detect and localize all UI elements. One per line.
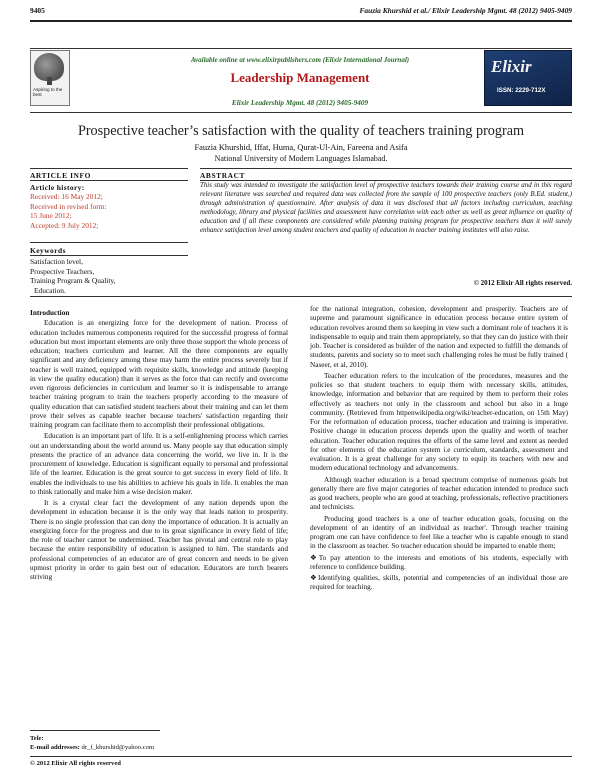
issn-label: ISSN: 2229-712X <box>497 87 546 94</box>
body-paragraph: Producing good teachers is a one of teacher education goals, focusing on the development of an identity of an individual as teacher'. Through teacher training program one can have confidence to feel like a teacher who is capable enough to stand in the classroom as teacher. So teacher education should be imparted to enable them; <box>310 514 568 551</box>
header-citation: Fauzia Khurshid et al./ Elixir Leadership Mgmt. 48 (2012) 9405-9409 <box>359 6 572 15</box>
article-affiliation: National University of Modern Languages Islamabad. <box>214 154 388 163</box>
abstract-rule-top <box>200 168 572 169</box>
history-line: Received in revised form: <box>30 201 107 211</box>
email-line <box>30 744 154 751</box>
footer-copyright: © 2012 Elixir All rights reserved <box>30 760 121 767</box>
article-info-heading: ARTICLE INFO <box>30 171 91 180</box>
body-paragraph: Education is an energizing force for the development of nation. Process of education includes numerous components required for the successful progress of formal education but most important elements are only three those support the whole process of education; teachers curriculum and learner. All the three components are equally significant and any deficiency among these may harm the entire process severely but if teacher is well trained, equipped with requisite skills, knowledge and attitude (keeping in view the quality education) than it serves as the force that can rectify and overcome even rigorous deficiencies in curriculum and learner so it is indispensable to arrange teacher training program to train the teachers properly according to the measure of quality education that can satisfied student teachers about their training and can let them prove their selves as capable teacher because teachers' satisfaction regarding their training program can facilitate them to accomplish their professional obligations. <box>30 319 288 429</box>
introduction-heading: Introduction <box>30 309 70 317</box>
body-paragraph: Education is an important part of life. It is a self-enlightening process which carries out an understanding about the world around us. Many people say that education simply presents the practice of an advance data concerning the world, we live in. It is the procurement of knowledge. Education is significant equally to personal and professional life of the learner. Education is the great source to get success in every field of life. It enables the individuals to use his abilities to achieve his goals in life. It enables the man to think rationally and make him a wise decision maker. <box>30 432 288 496</box>
keyword-item: Training Program & Quality, <box>30 276 116 286</box>
available-online-line[interactable]: Available online at www.elixirpublishers.com (Elixir International Journal) <box>190 56 410 64</box>
elixir-brand-text: Elixir <box>491 57 532 76</box>
article-authors: Fauzia Khurshid, Iffat, Huma, Qurat-Ul-Ain, Fareena and Asifa <box>194 143 408 152</box>
email-address[interactable]: dr_f_khurshid@yahoo.com <box>81 744 155 751</box>
article-title: Prospective teacher’s satisfaction with the quality of teachers training program <box>77 123 525 139</box>
abstract-text: This study was intended to investigate the satisfaction level of prospective teachers towards their training course and in this regard relevant literature was searched and required data was collected from the sample of 100 prospective teachers (only B.Ed. student,) through administration of questionnaire. After analysis of data it was disclosed that all factors including curriculum, teaching methodology, library and physical facilities and assessment have correlation with each other as well as great influence on quality of education and if all these components are considered while planning training program for prospective teachers than it will surely enhance satisfaction level among student teachers and quality of education in teacher training institutes will also raise. <box>200 182 572 234</box>
logo-left-text: Aspiring to the best <box>33 87 63 97</box>
abstract-rule <box>200 180 572 181</box>
body-paragraph: for the national integration, cohesion, development and prosperity. Teachers are of supreme and paramount significance in education process because entire system of education revolves around them so keeping in view such a dominant role of teachers it is indispensable to equip and train them appropriately, so that they can do justice with their job. Teacher is considered as builder of the nation and expected to fulfill the demands of students, parents and society so to meet such challenging roles he must be fully trained ( Naseer, et al, 2010). <box>310 305 568 369</box>
body-paragraph: Teacher education refers to the inculcation of the procedures, measures and the policies so that student teachers to equip them with necessary skills, attitudes, knowledge, information and behavior that are required by them to perform their roles effectively as teachers not only in the classroom and school but also in a huge community. (Retrieved from httpenwikipedia.org/wiki/teacher-education, on 15th May) For the reformation of education process, teacher education and training is imperative. Positive change in education process depends upon the quality and worth of teacher education. Teacher education requires the efforts of the same level and extent as needed for other elements of the education system i.e curriculum, standards, assessment and evaluation. It is a great challenge for any society to equip its teachers with new and modern educational technology and advancements. <box>310 371 568 473</box>
journal-name: Leadership Management <box>230 70 370 85</box>
body-paragraph: Although teacher education is a broad spectrum comprise of numerous goals but generally there are five major categories of teacher education intended to produce such as good teachers, people who are good at teaching, professionals, reflective practitioners and technicists. <box>310 475 568 512</box>
masthead-rule-top <box>30 48 572 49</box>
publisher-logo-left <box>30 50 70 106</box>
keywords-rule <box>30 255 188 256</box>
history-line: Received: 16 May 2012; <box>30 192 103 201</box>
bullet-item: ❖To pay attention to the interests and emotions of his students, especially with reference to confidence building. <box>310 553 568 571</box>
body-paragraph: It is a crystal clear fact the development of any nation depends upon the development in education because it is the only way that leads nation to prosperity. There is no single profession that can deny the importance of education. It is actually an energizing force for the progress and due to its great significance in every field of life; the role of teacher cannot be undermined. Teacher has pivotal and central role to play because the entire responsibility of education is assigned to him. The standards and professional competencies of an educator are of great concern and needs to be given upmost priority in order to gain best out of education. Educators are torch bearers striving <box>30 499 288 581</box>
article-history-heading: Article history: <box>30 183 85 192</box>
journal-reference: Elixir Leadership Mgmt. 48 (2012) 9405-9409 <box>231 99 369 107</box>
article-info-rule <box>30 180 188 181</box>
tree-trunk <box>47 77 52 85</box>
body-column-right <box>310 305 568 595</box>
masthead-rule-bottom <box>30 112 572 113</box>
bullet-item: ❖Identifying qualities, skills, potential and competencies of an individual those are required for teaching. <box>310 574 568 592</box>
article-info-rule-top <box>30 168 188 169</box>
keywords-heading: Keywords <box>30 246 67 255</box>
keywords-rule-top <box>30 242 188 243</box>
body-column-left <box>30 309 288 584</box>
running-header <box>30 6 572 18</box>
keyword-item: Prospective Teachers, <box>30 266 95 276</box>
keyword-item: Satisfaction level, <box>30 257 83 266</box>
keywords-list <box>30 257 188 295</box>
history-line: Accepted: 9 July 2012; <box>30 220 99 230</box>
email-label: E-mail addresses: <box>30 744 80 751</box>
header-rule <box>30 20 572 22</box>
footer-rule <box>30 756 572 757</box>
abstract-copyright: © 2012 Elixir All rights reserved. <box>473 279 572 287</box>
tele-label: Tele: <box>30 735 44 742</box>
keyword-item: Education. <box>34 285 66 295</box>
page-number: 9405 <box>30 6 45 15</box>
history-line: 15 June 2012; <box>30 211 72 221</box>
article-history <box>30 192 188 230</box>
footnote-rule <box>30 730 160 731</box>
abstract-heading: ABSTRACT <box>200 171 246 180</box>
elixir-logo <box>484 50 572 106</box>
front-matter-rule <box>30 296 572 297</box>
